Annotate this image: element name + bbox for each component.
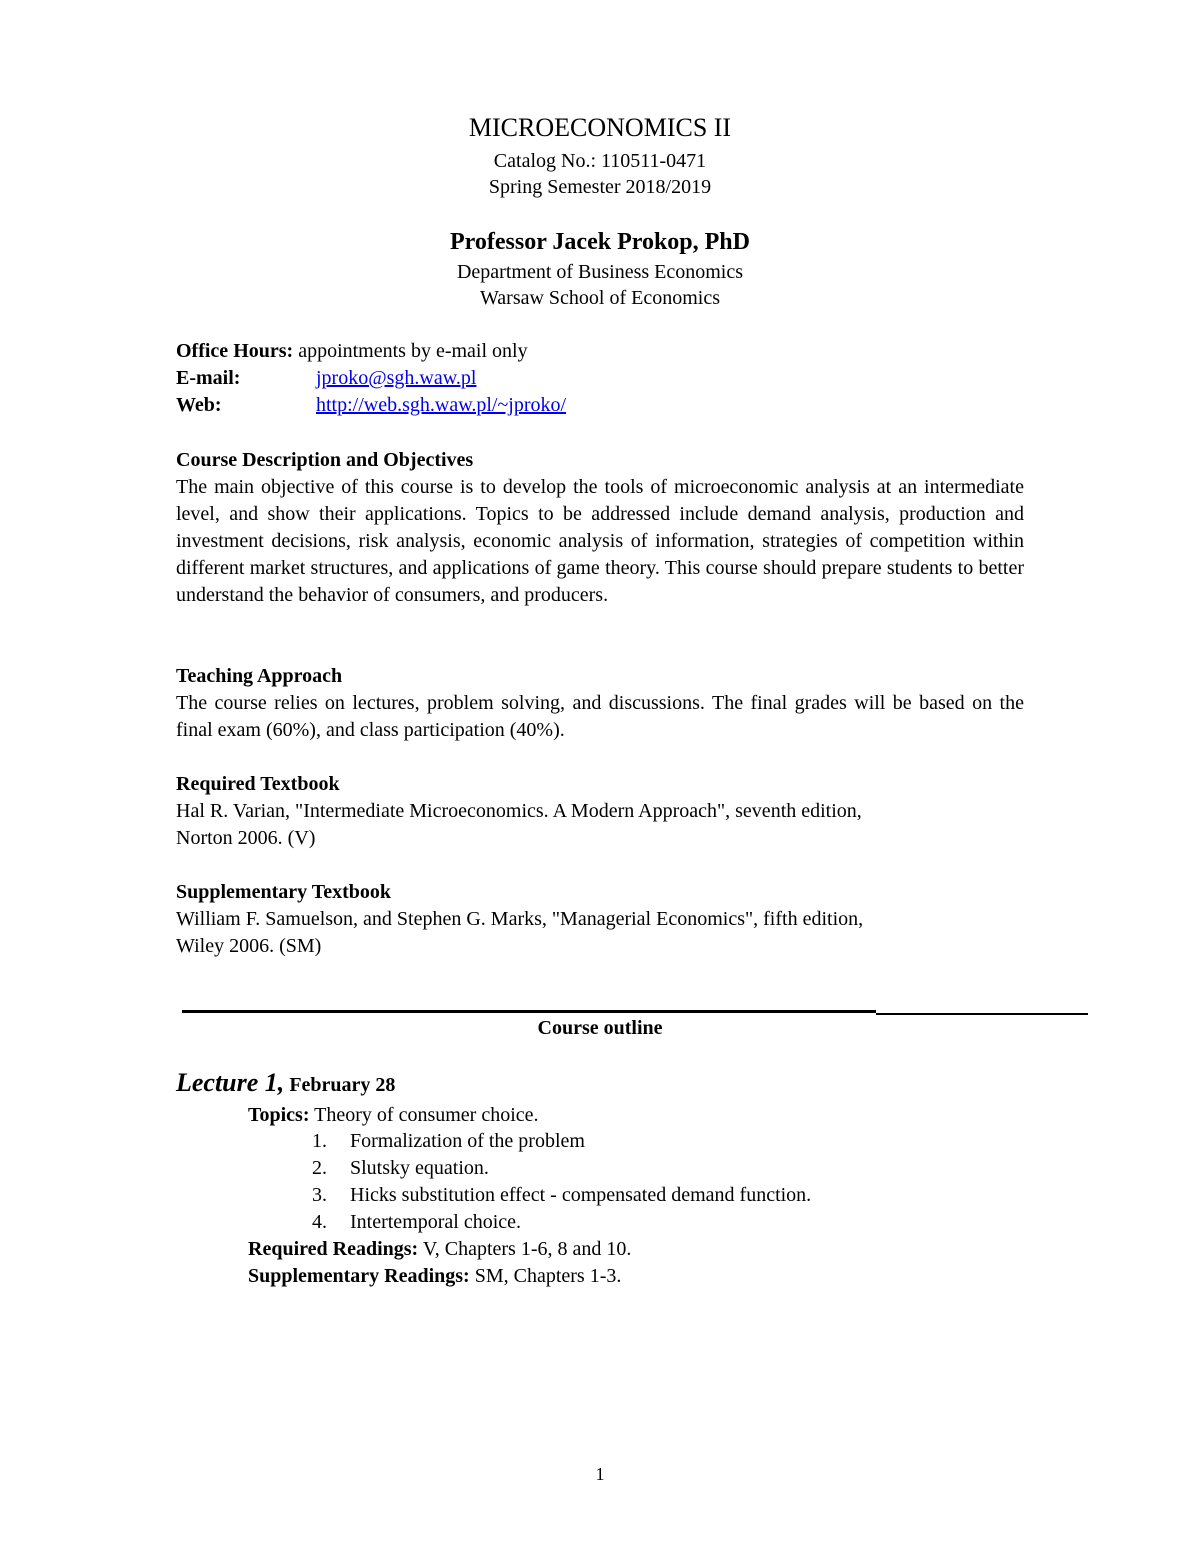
school-name: Warsaw School of Economics	[480, 287, 720, 309]
supplementary-readings-value: SM, Chapters 1-3.	[469, 1265, 622, 1287]
web-label: Web:	[176, 394, 222, 416]
list-item-text: Hicks substitution effect - compensated demand function.	[350, 1184, 812, 1206]
supplementary-readings-line	[248, 1263, 621, 1290]
professor-name: Professor Jacek Prokop, PhD	[450, 229, 750, 255]
web-link[interactable]: http://web.sgh.waw.pl/~jproko/	[316, 394, 567, 416]
list-item-text: Slutsky equation.	[350, 1157, 489, 1179]
catalog-number: Catalog No.: 110511-0471	[493, 150, 707, 172]
list-item	[312, 1128, 585, 1155]
description-heading: Course Description and Objectives	[176, 449, 474, 471]
list-item	[312, 1155, 489, 1182]
divider-rule-thin	[876, 1013, 1088, 1015]
list-item-number: 4.	[312, 1211, 327, 1233]
page-number: 1	[595, 1464, 605, 1484]
list-item-text: Intertemporal choice.	[350, 1211, 522, 1233]
required-readings-label: Required Readings:	[248, 1238, 419, 1260]
department: Department of Business Economics	[456, 261, 744, 283]
topics-label: Topics:	[248, 1104, 310, 1126]
teaching-paragraph: The course relies on lectures, problem solving, and discussions. The final grades will be based on the final exam (60%), and class participation (40%).	[176, 692, 1024, 741]
topics-line	[248, 1102, 539, 1129]
supplementary-textbook-heading: Supplementary Textbook	[176, 881, 392, 903]
semester: Spring Semester 2018/2019	[488, 176, 712, 198]
supplementary-readings-label: Supplementary Readings:	[248, 1265, 470, 1287]
description-paragraph: The main objective of this course is to develop the tools of microeconomic analysis at an intermediate level, and show their applications. Topics to be addressed include demand analysis, production and investment decisions, risk analysis, economic analysis of information, strategies of competition within different market structures, and applications of game theory. This course should prepare students to better understand the behavior of consumers, and producers.	[176, 476, 1024, 606]
list-item-number: 3.	[312, 1184, 327, 1206]
lecture-date: February 28	[284, 1074, 396, 1096]
list-item-number: 1.	[312, 1130, 327, 1152]
topics-value: Theory of consumer choice.	[309, 1104, 539, 1126]
lecture-heading	[176, 1068, 395, 1098]
list-item-number: 2.	[312, 1157, 327, 1179]
list-item	[312, 1209, 521, 1236]
list-item-text: Formalization of the problem	[350, 1130, 585, 1152]
office-hours-label: Office Hours:	[176, 340, 294, 362]
teaching-heading: Teaching Approach	[176, 665, 343, 687]
office-hours-value: appointments by e-mail only	[293, 340, 528, 362]
email-link[interactable]: jproko@sgh.waw.pl	[316, 367, 477, 389]
list-item	[312, 1182, 811, 1209]
required-textbook-line-1: Hal R. Varian, "Intermediate Microeconomics. A Modern Approach", seventh edition,	[176, 800, 862, 822]
required-readings-line	[248, 1236, 631, 1263]
email-label: E-mail:	[176, 367, 241, 389]
required-textbook-heading: Required Textbook	[176, 773, 340, 795]
supplementary-textbook-line-1: William F. Samuelson, and Stephen G. Marks, "Managerial Economics", fifth edition,	[176, 908, 864, 930]
divider-rule-thick	[182, 1010, 876, 1013]
lecture-name: Lecture 1,	[176, 1068, 285, 1097]
course-outline-heading: Course outline	[537, 1017, 663, 1039]
required-readings-value: V, Chapters 1-6, 8 and 10.	[418, 1238, 632, 1260]
course-title: MICROECONOMICS II	[468, 113, 732, 142]
supplementary-textbook-line-2: Wiley 2006. (SM)	[176, 935, 322, 957]
office-hours-line	[176, 338, 528, 365]
required-textbook-line-2: Norton 2006. (V)	[176, 827, 316, 849]
